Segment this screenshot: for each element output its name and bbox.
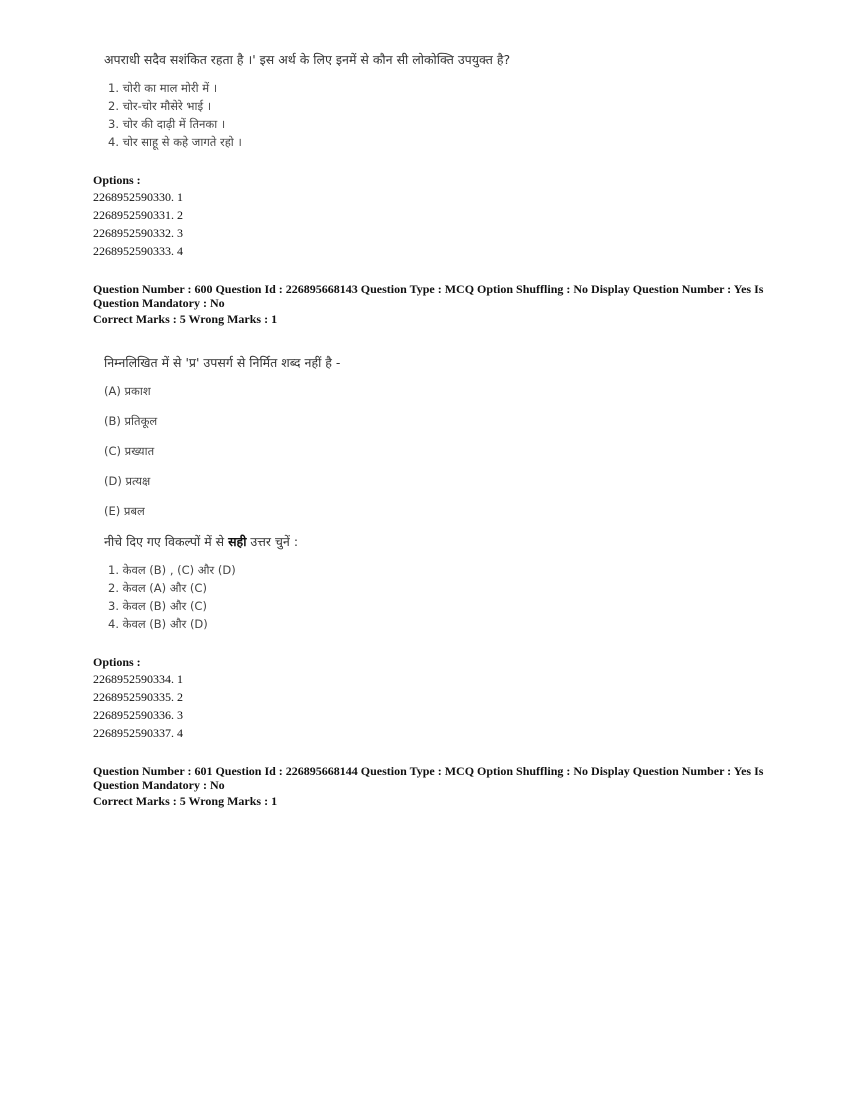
q599-option-2: 2268952590331. 2 — [93, 208, 183, 222]
q599-option-3: 2268952590332. 3 — [93, 226, 183, 240]
q599-choice-3: 3. चोर की दाढ़ी में तिनका । — [108, 117, 226, 131]
q600-option-4: 2268952590337. 4 — [93, 726, 183, 740]
q600-options-label: Options : — [93, 655, 141, 669]
q599-question-text: अपराधी सदैव सशंकित रहता है ।' इस अर्थ के लिए इनमें से कौन सी लोकोक्ति उपयुक्त है? — [104, 52, 511, 67]
q600-option-3: 2268952590336. 3 — [93, 708, 183, 722]
q600-instruction — [104, 533, 298, 550]
q600-option-2: 2268952590335. 2 — [93, 690, 183, 704]
q600-instruction-post: उत्तर चुनें : — [246, 534, 299, 549]
q600-choice-3: 3. केवल (B) और (C) — [108, 599, 207, 613]
q599-options-label: Options : — [93, 173, 141, 187]
q600-item-b: (B) प्रतिकूल — [104, 414, 158, 428]
q600-choice-4: 4. केवल (B) और (D) — [108, 617, 208, 631]
q600-instruction-bold: सही — [228, 534, 247, 549]
q600-question-text: निम्नलिखित में से 'प्र' उपसर्ग से निर्मित शब्द नहीं है - — [104, 355, 341, 370]
q600-instruction-pre: नीचे दिए गए विकल्पों में से — [104, 534, 229, 549]
q599-choice-1: 1. चोरी का माल मोरी में । — [108, 81, 218, 95]
q600-header-line2: Question Mandatory : No — [93, 296, 225, 310]
q600-option-1: 2268952590334. 1 — [93, 672, 183, 686]
q601-header-line2: Question Mandatory : No — [93, 778, 225, 792]
q600-choice-2: 2. केवल (A) और (C) — [108, 581, 207, 595]
q600-choice-1: 1. केवल (B) , (C) और (D) — [108, 563, 236, 577]
q599-choice-2: 2. चोर-चोर मौसेरे भाई । — [108, 99, 212, 113]
q599-option-1: 2268952590330. 1 — [93, 190, 183, 204]
q600-header-line1: Question Number : 600 Question Id : 226895668143 Question Type : MCQ Option Shuffling : No Display Question Number : Yes Is — [93, 282, 764, 296]
q601-marks: Correct Marks : 5 Wrong Marks : 1 — [93, 794, 278, 808]
q600-item-c: (C) प्रख्यात — [104, 444, 155, 458]
q599-choice-4: 4. चोर साहू से कहे जागते रहो । — [108, 135, 242, 149]
q600-item-a: (A) प्रकाश — [104, 384, 151, 398]
q599-option-4: 2268952590333. 4 — [93, 244, 183, 258]
q600-item-d: (D) प्रत्यक्ष — [104, 474, 151, 488]
q600-marks: Correct Marks : 5 Wrong Marks : 1 — [93, 312, 278, 326]
q601-header-line1: Question Number : 601 Question Id : 226895668144 Question Type : MCQ Option Shuffling : No Display Question Number : Yes Is — [93, 764, 764, 778]
q600-item-e: (E) प्रबल — [104, 504, 145, 518]
